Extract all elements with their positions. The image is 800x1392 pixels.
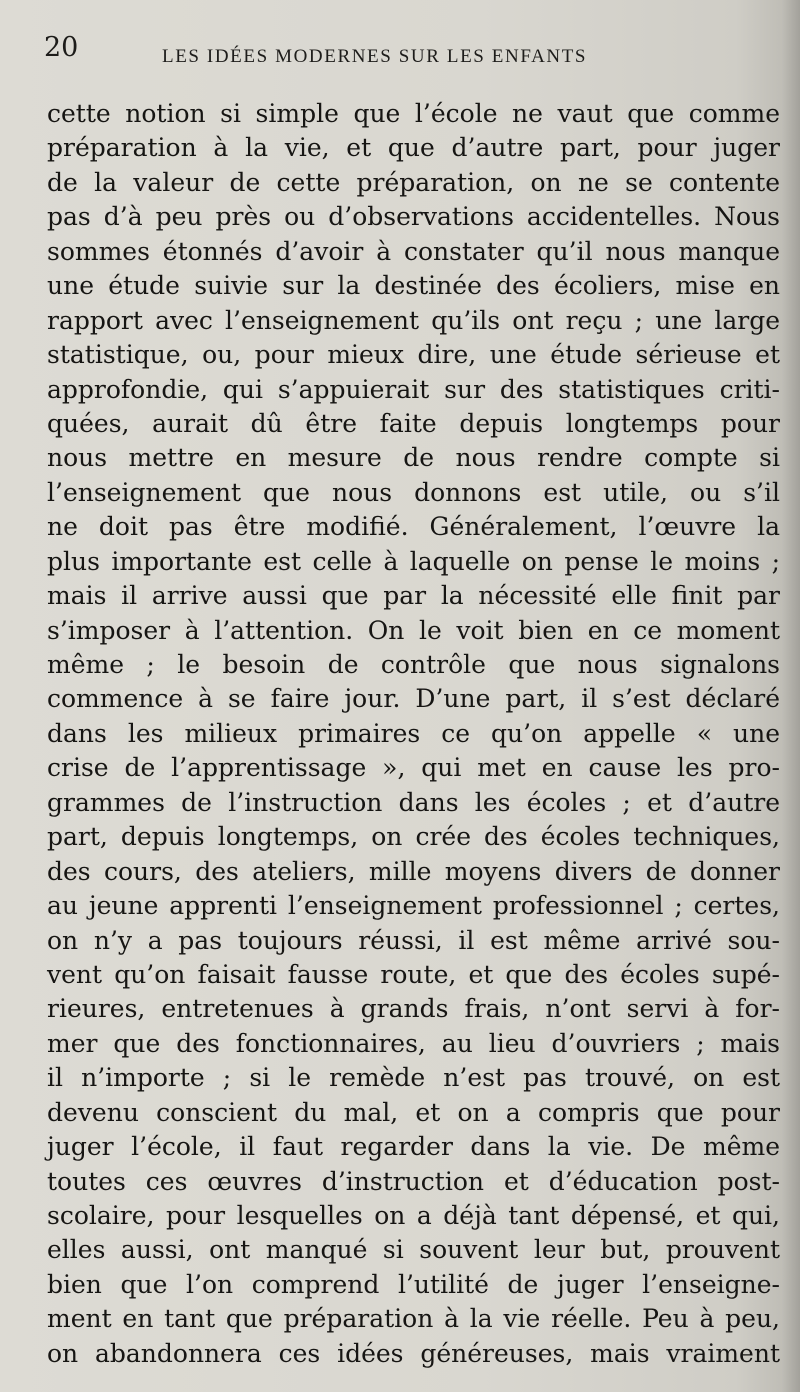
text-line: même ; le besoin de contrôle que nous signalons xyxy=(47,650,780,679)
text-line: cette notion si simple que l’école ne vaut que comme xyxy=(47,99,780,128)
text-line: plus importante est celle à laquelle on pense le moins ; xyxy=(47,546,780,576)
running-title: LES IDÉES MODERNES SUR LES ENFANTS xyxy=(162,46,588,67)
text-line: nous mettre en mesure de nous rendre compte si xyxy=(47,443,780,473)
text-line: rieures, entretenues à grands frais, n’ont servi à for- xyxy=(47,994,780,1024)
text-line: l’enseignement que nous donnons est utile, ou s’il xyxy=(47,477,780,507)
text-line: au jeune apprenti l’enseignement professionnel ; certes, xyxy=(47,891,780,921)
text-line: ment en tant que préparation à la vie réelle. Peu à peu, xyxy=(47,1304,780,1334)
text-line: grammes de l’instruction dans les écoles ; et d’autre xyxy=(47,787,780,817)
text-line: sommes étonnés d’avoir à constater qu’il nous manque xyxy=(47,236,780,266)
page-number: 20 xyxy=(44,32,79,63)
text-line: scolaire, pour lesquelles on a déjà tant dépensé, et qui, xyxy=(47,1201,780,1230)
text-line: de la valeur de cette préparation, on ne se contente xyxy=(47,167,780,197)
text-line: part, depuis longtemps, on crée des écoles techniques, xyxy=(47,822,780,852)
text-line: ne doit pas être modifié. Généralement, l’œuvre la xyxy=(47,512,780,542)
text-line: statistique, ou, pour mieux dire, une étude sérieuse et xyxy=(47,340,780,370)
text-line: approfondie, qui s’appuierait sur des statistiques criti- xyxy=(47,374,780,404)
text-line: mais il arrive aussi que par la nécessité elle finit par xyxy=(47,581,780,611)
text-line: crise de l’apprentissage », qui met en cause les pro- xyxy=(47,753,780,783)
text-line: il n’importe ; si le remède n’est pas trouvé, on est xyxy=(47,1063,780,1093)
text-line: pas d’à peu près ou d’observations accidentelles. Nous xyxy=(47,202,780,232)
text-line: devenu conscient du mal, et on a compris que pour xyxy=(47,1097,780,1127)
text-line: des cours, des ateliers, mille moyens divers de donner xyxy=(47,856,780,886)
running-head xyxy=(44,30,770,70)
text-line: s’imposer à l’attention. On le voit bien en ce moment xyxy=(47,615,780,645)
text-line: vent qu’on faisait fausse route, et que des écoles supé- xyxy=(47,959,780,989)
text-line: bien que l’on comprend l’utilité de juger l’enseigne- xyxy=(47,1269,780,1299)
text-line: on abandonnera ces idées généreuses, mais vraiment xyxy=(47,1338,780,1368)
text-line: on n’y a pas toujours réussi, il est même arrivé sou- xyxy=(47,925,780,955)
text-line: juger l’école, il faut regarder dans la vie. De même xyxy=(47,1132,780,1162)
body-text xyxy=(47,97,780,1371)
text-line: commence à se faire jour. D’une part, il s’est déclaré xyxy=(47,684,780,714)
text-line: mer que des fonctionnaires, au lieu d’ouvriers ; mais xyxy=(47,1028,780,1058)
text-line: préparation à la vie, et que d’autre part, pour juger xyxy=(47,133,780,163)
text-line: rapport avec l’enseignement qu’ils ont reçu ; une large xyxy=(47,305,780,335)
text-line: dans les milieux primaires ce qu’on appelle « une xyxy=(47,718,780,748)
text-line: toutes ces œuvres d’instruction et d’éducation post- xyxy=(47,1166,780,1196)
text-line: une étude suivie sur la destinée des écoliers, mise en xyxy=(47,271,780,301)
text-line: elles aussi, ont manqué si souvent leur but, prouvent xyxy=(47,1235,780,1265)
text-line: quées, aurait dû être faite depuis longtemps pour xyxy=(47,408,780,438)
